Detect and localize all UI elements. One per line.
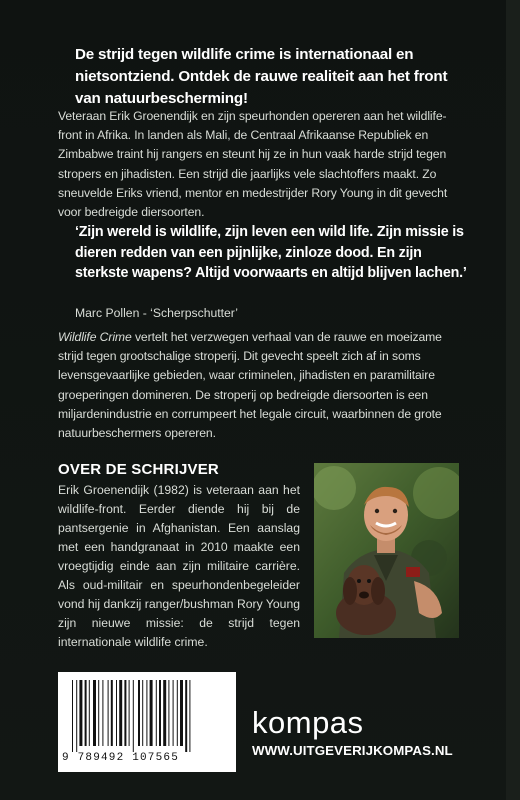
author-photo: [314, 463, 459, 638]
barcode-bar: [150, 680, 153, 746]
barcode-bar: [173, 680, 174, 746]
barcode-bar: [93, 680, 96, 746]
barcode-bar: [116, 680, 117, 746]
about-author-text: Erik Groenendijk (1982) is veteraan aan het wildlife-front. Eerder diende hij bij de pantsergenie in Afghanistan. Een aanslag met een handgranaat in 2010 maakte een vroegtijdig einde aan zijn militaire carrière. Als oud-militair en speurhondenbegeleider vond hij dankzij ranger/bushman Rory Young zijn nieuwe missie: de strijd tegen internationale wildlife crime.: [58, 483, 300, 649]
barcode-bar: [168, 680, 169, 746]
cover-edge: [506, 0, 520, 800]
barcode-bar: [163, 680, 166, 746]
barcode-bar: [142, 680, 143, 746]
headline: De strijd tegen wildlife crime is internationaal en nietsontziend. Ontdek de rauwe realiteit aan het front van natuurbescherming!: [75, 46, 448, 107]
barcode-bar: [89, 680, 90, 746]
barcode-bar: [189, 680, 190, 752]
barcode-bar: [156, 680, 157, 746]
barcode-bar: [72, 680, 73, 752]
barcode-bar: [129, 680, 130, 746]
book-title-italic: Wildlife Crime: [58, 330, 132, 344]
publisher-website: WWW.UITGEVERIJKOMPAS.NL: [252, 743, 453, 758]
barcode-bar: [111, 680, 113, 746]
isbn-number: 9 789492 107565: [62, 752, 180, 764]
barcode-bar: [185, 680, 187, 752]
barcode-bars: [58, 672, 236, 752]
author-with-dog-image: [314, 463, 459, 638]
barcode-bar: [159, 680, 161, 746]
description-paragraph: [58, 328, 468, 443]
intro-paragraph: Veteraan Erik Groenendijk en zijn speurhonden opereren aan het wildlife-front in Afrika. In landen als Mali, de Centraal Afrikaanse Republiek en Zimbabwe traint hij rangers en steunt hij ze in hun vaak harde strijd tegen stropers en jihadisten. Een strijd die jaarlijks vele slachtoffers maakt. Zo sneuvelde Eriks vriend, mentor en medestrijder Rory Young in dit gevecht voor bedreigde diersoorten.: [58, 109, 448, 220]
about-author-title: OVER DE SCHRIJVER: [58, 461, 219, 478]
publisher-logo: kompas: [252, 705, 364, 740]
barcode-bar: [138, 680, 140, 746]
barcode-bar: [146, 680, 147, 746]
barcode-bar: [85, 680, 87, 746]
barcode-bar: [180, 680, 183, 746]
barcode-bar: [76, 680, 77, 752]
quote-author: Marc Pollen - ‘Scherpschutter’: [75, 306, 239, 320]
barcode-bar: [177, 680, 178, 746]
quote: ‘Zijn wereld is wildlife, zijn leven een wild life. Zijn missie is dieren redden van een pijnlijke, zinloze dood. En zijn sterkste wapens? Altijd voorwaarts en altijd blijven lachen.’: [75, 224, 467, 282]
barcode-bar: [98, 680, 99, 746]
barcode-bar: [102, 680, 103, 746]
barcode-bar: [119, 680, 122, 746]
barcode-bar: [108, 680, 109, 746]
barcode-bar: [124, 680, 126, 746]
barcode-bar: [133, 680, 134, 752]
description-text: vertelt het verzwegen verhaal van de rauwe en moeizame strijd tegen grootschalige stroperij. Dit gevecht speelt zich af in soms levensgevaarlijke gebieden, waar criminelen, jihadisten en paramilitaire groeperingen domineren. De stroperij op bedreigde diersoorten is een miljardenindustrie en corrumpeert het legale circuit, waarbinnen de grote natuurbeschermers opereren.: [58, 330, 442, 441]
barcode-bar: [79, 680, 82, 746]
